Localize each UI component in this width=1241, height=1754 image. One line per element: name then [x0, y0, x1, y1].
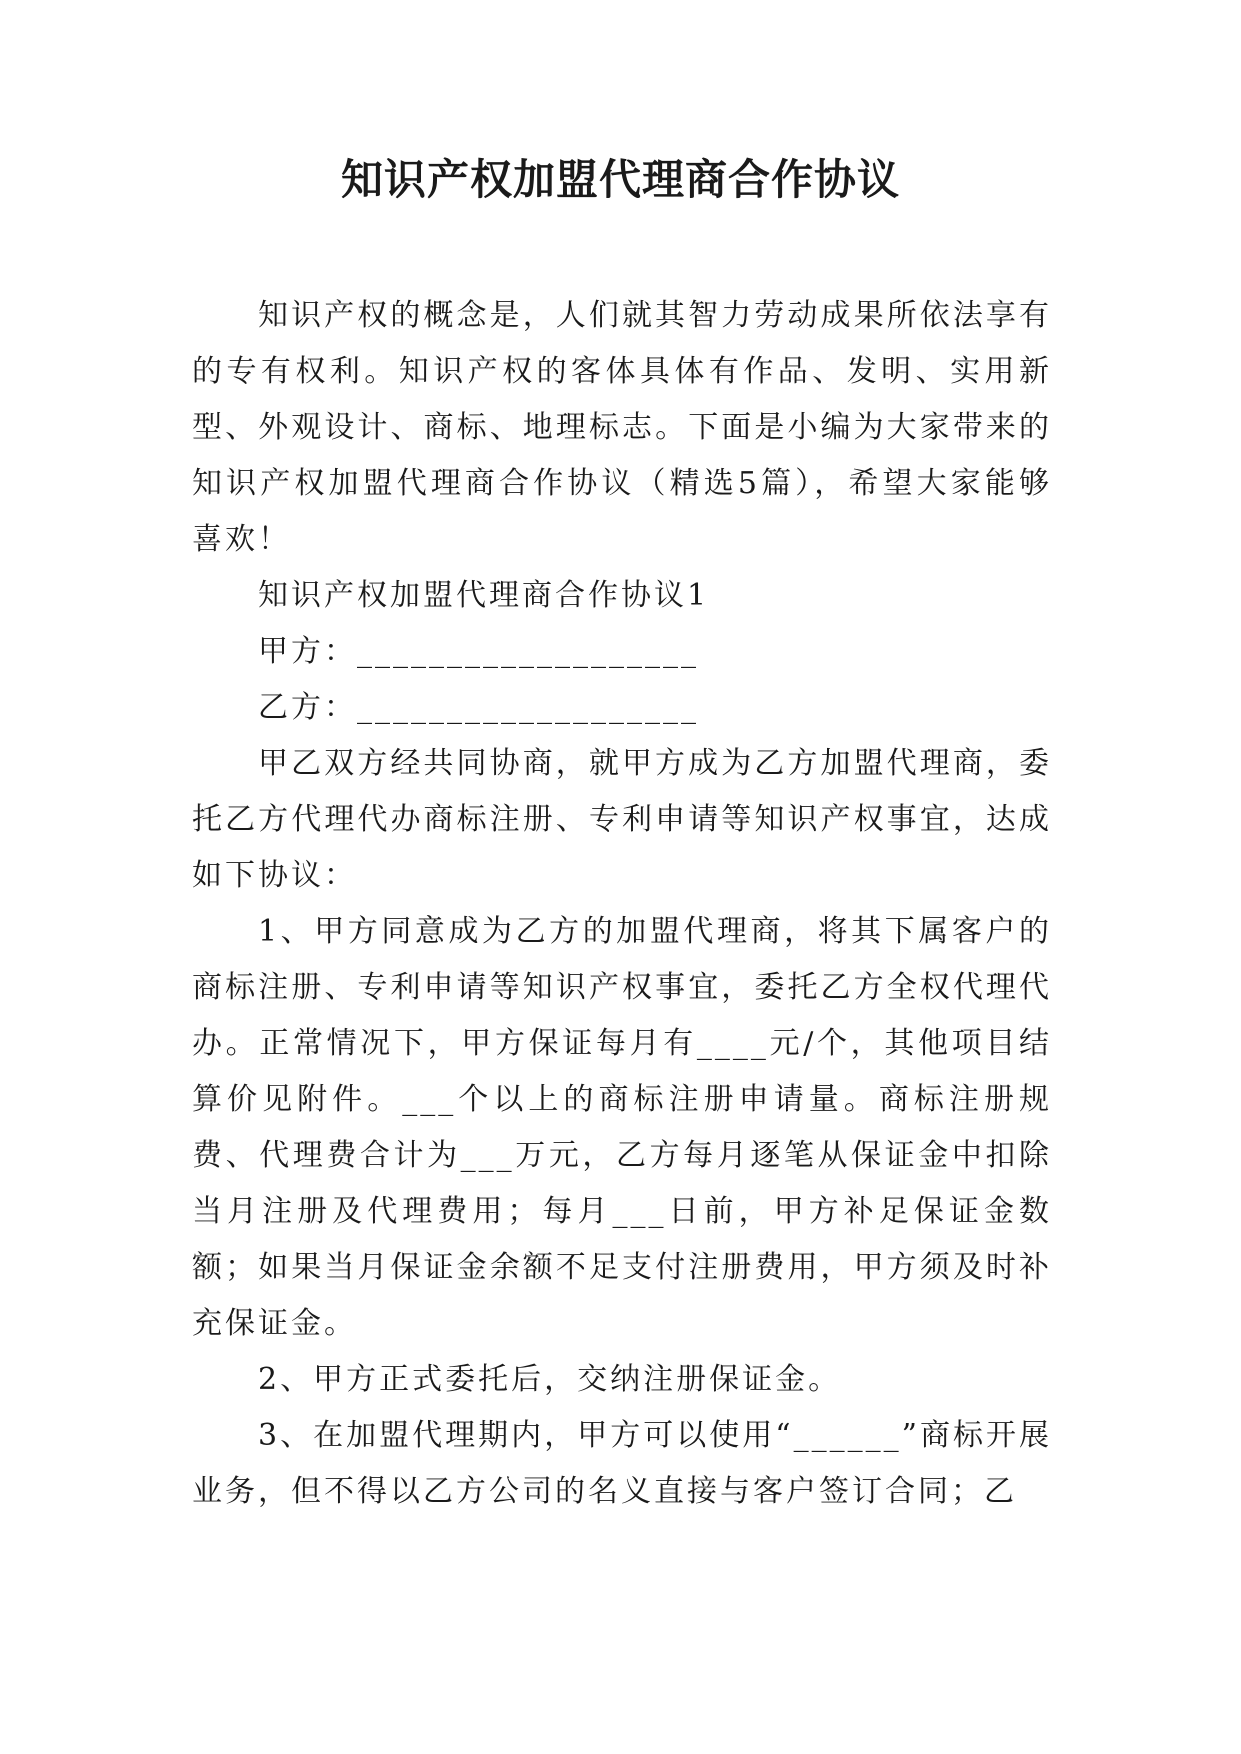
- intro-paragraph: 知识产权的概念是，人们就其智力劳动成果所依法享有的专有权利。知识产权的客体具体有作品、发明、实用新型、外观设计、商标、地理标志。下面是小编为大家带来的知识产权加盟代理商合作协议（精选5篇），希望大家能够喜欢！: [192, 298, 1052, 557]
- section-heading: 知识产权加盟代理商合作协议1: [258, 578, 710, 613]
- document-title: 知识产权加盟代理商合作协议: [340, 155, 900, 204]
- party-b-line: 乙方：___________________: [258, 690, 699, 725]
- clause-2-paragraph: 2、甲方正式委托后，交纳注册保证金。: [258, 1362, 842, 1397]
- clause-1-paragraph: 1、甲方同意成为乙方的加盟代理商，将其下属客户的商标注册、专利申请等知识产权事宜，委托乙方全权代理代办。正常情况下，甲方保证每月有____元/个，其他项目结算价见附件。___个以上的商标注册申请量。商标注册规费、代理费合计为___万元，乙方每月逐笔从保证金中扣除当月注册及代理费用；每月___日前，甲方补足保证金数额；如果当月保证金余额不足支付注册费用，甲方须及时补充保证金。: [192, 914, 1052, 1341]
- clause-3-paragraph: 3、在加盟代理期内，甲方可以使用“______”商标开展业务，但不得以乙方公司的名义直接与客户签订合同；乙: [192, 1418, 1052, 1509]
- document-body: [192, 288, 1052, 1520]
- preamble-paragraph: 甲乙双方经共同协商，就甲方成为乙方加盟代理商，委托乙方代理代办商标注册、专利申请等知识产权事宜，达成如下协议：: [192, 746, 1052, 893]
- party-a-line: 甲方：___________________: [258, 634, 699, 669]
